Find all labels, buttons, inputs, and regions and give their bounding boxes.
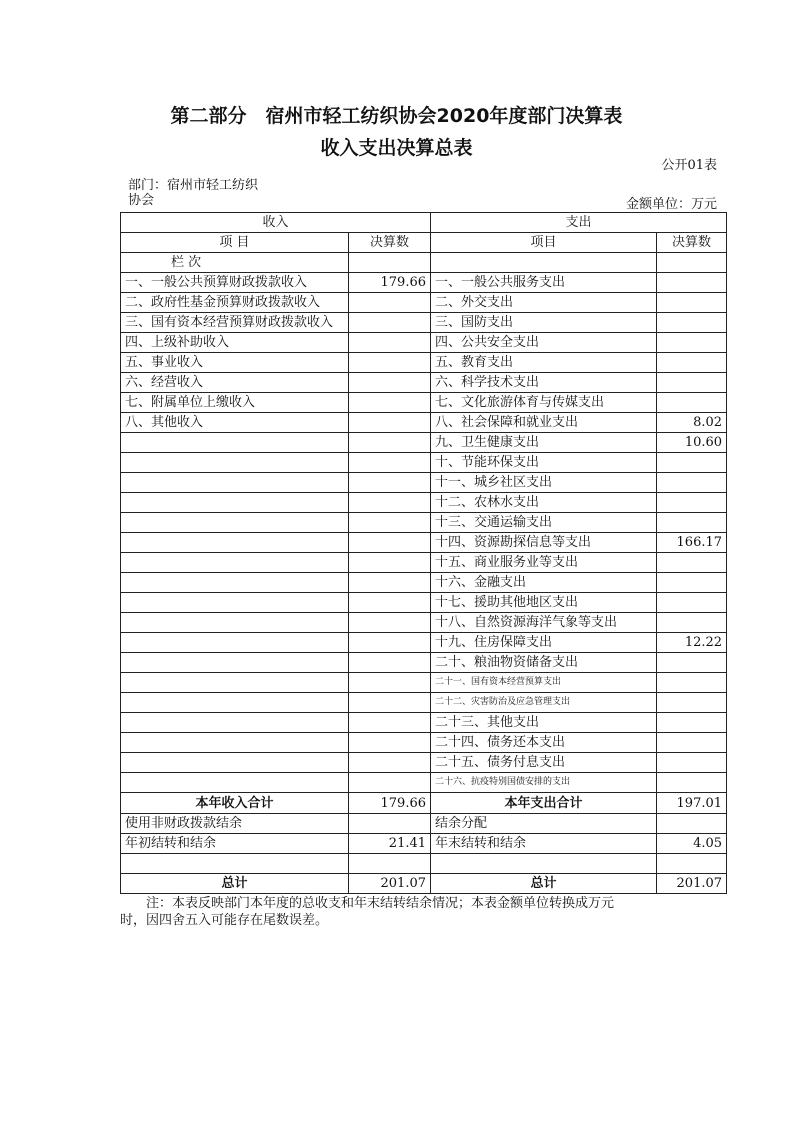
income-value bbox=[349, 433, 431, 453]
income-item-header: 项 目 bbox=[121, 233, 349, 253]
income-item bbox=[121, 753, 349, 773]
income-item bbox=[121, 773, 349, 793]
income-value: 179.66 bbox=[349, 273, 431, 293]
income-item bbox=[121, 453, 349, 473]
expense-item: 十六、金融支出 bbox=[431, 573, 657, 593]
table-row bbox=[121, 533, 727, 553]
expense-item: 十八、自然资源海洋气象等支出 bbox=[431, 613, 657, 633]
column-index-label: 栏 次 bbox=[121, 253, 349, 273]
income-item bbox=[121, 533, 349, 553]
income-item bbox=[121, 573, 349, 593]
expense-total-value: 197.01 bbox=[657, 793, 727, 814]
begin-balance-label: 年初结转和结余 bbox=[121, 834, 349, 854]
income-item: 三、国有资本经营预算财政拨款收入 bbox=[121, 313, 349, 333]
expense-value bbox=[657, 613, 727, 633]
expense-item: 二十二、灾害防治及应急管理支出 bbox=[431, 693, 657, 713]
table-row bbox=[121, 733, 727, 753]
expense-value bbox=[657, 473, 727, 493]
income-item bbox=[121, 733, 349, 753]
income-item bbox=[121, 513, 349, 533]
table-row bbox=[121, 773, 727, 793]
income-value bbox=[349, 593, 431, 613]
expense-item: 四、公共安全支出 bbox=[431, 333, 657, 353]
expense-item: 六、科学技术支出 bbox=[431, 373, 657, 393]
income-value bbox=[349, 473, 431, 493]
expense-item: 九、卫生健康支出 bbox=[431, 433, 657, 453]
income-item bbox=[121, 713, 349, 733]
table-row bbox=[121, 373, 727, 393]
table-row bbox=[121, 393, 727, 413]
table-row bbox=[121, 713, 727, 733]
income-value bbox=[349, 353, 431, 373]
expense-value bbox=[657, 333, 727, 353]
income-item: 二、政府性基金预算财政拨款收入 bbox=[121, 293, 349, 313]
expense-value bbox=[657, 593, 727, 613]
table-row bbox=[121, 453, 727, 473]
expense-item: 二十三、其他支出 bbox=[431, 713, 657, 733]
expense-total-label: 本年支出合计 bbox=[431, 793, 657, 814]
expense-value bbox=[657, 493, 727, 513]
table-row bbox=[121, 333, 727, 353]
table-row bbox=[121, 513, 727, 533]
expense-item: 七、文化旅游体育与传媒支出 bbox=[431, 393, 657, 413]
expense-value bbox=[657, 513, 727, 533]
expense-value: 12.22 bbox=[657, 633, 727, 653]
expense-item: 三、国防支出 bbox=[431, 313, 657, 333]
table-row bbox=[121, 273, 727, 293]
table-row bbox=[121, 473, 727, 493]
table-row bbox=[121, 573, 727, 593]
income-item: 一、一般公共预算财政拨款收入 bbox=[121, 273, 349, 293]
begin-balance-value: 21.41 bbox=[349, 834, 431, 854]
income-item bbox=[121, 473, 349, 493]
footnote bbox=[120, 895, 726, 929]
expense-value bbox=[657, 773, 727, 793]
income-value bbox=[349, 633, 431, 653]
income-value bbox=[349, 733, 431, 753]
expense-value bbox=[657, 353, 727, 373]
income-item: 六、经营收入 bbox=[121, 373, 349, 393]
table-row bbox=[121, 413, 727, 433]
income-value bbox=[349, 313, 431, 333]
expense-item: 十三、交通运输支出 bbox=[431, 513, 657, 533]
income-value bbox=[349, 673, 431, 693]
income-total-value: 179.66 bbox=[349, 793, 431, 814]
income-item bbox=[121, 693, 349, 713]
table-row bbox=[121, 653, 727, 673]
table-row bbox=[121, 613, 727, 633]
expense-value: 8.02 bbox=[657, 413, 727, 433]
expense-value bbox=[657, 453, 727, 473]
expense-value bbox=[657, 753, 727, 773]
expense-value bbox=[657, 713, 727, 733]
expense-value: 10.60 bbox=[657, 433, 727, 453]
expense-value bbox=[657, 313, 727, 333]
income-value bbox=[349, 573, 431, 593]
table-row bbox=[121, 353, 727, 373]
end-balance-value: 4.05 bbox=[657, 834, 727, 854]
table-row bbox=[121, 753, 727, 773]
non-fiscal-balance-label: 使用非财政拨款结余 bbox=[121, 814, 349, 834]
income-value bbox=[349, 373, 431, 393]
expense-item: 十四、资源勘探信息等支出 bbox=[431, 533, 657, 553]
expense-amount-header: 决算数 bbox=[657, 233, 727, 253]
income-item: 七、附属单位上缴收入 bbox=[121, 393, 349, 413]
income-total-label: 本年收入合计 bbox=[121, 793, 349, 814]
expense-item: 二十五、债务付息支出 bbox=[431, 753, 657, 773]
table-row bbox=[121, 673, 727, 693]
expense-item: 二、外交支出 bbox=[431, 293, 657, 313]
income-item bbox=[121, 553, 349, 573]
expense-item: 十七、援助其他地区支出 bbox=[431, 593, 657, 613]
grand-total-expense-label: 总计 bbox=[431, 874, 657, 894]
expense-item: 二十、粮油物资储备支出 bbox=[431, 653, 657, 673]
income-value bbox=[349, 393, 431, 413]
income-header: 收入 bbox=[121, 213, 431, 233]
income-item: 五、事业收入 bbox=[121, 353, 349, 373]
expense-item: 十五、商业服务业等支出 bbox=[431, 553, 657, 573]
income-value bbox=[349, 513, 431, 533]
income-value bbox=[349, 533, 431, 553]
expense-item: 五、教育支出 bbox=[431, 353, 657, 373]
income-amount-header: 决算数 bbox=[349, 233, 431, 253]
expense-item: 一、一般公共服务支出 bbox=[431, 273, 657, 293]
table-row bbox=[121, 313, 727, 333]
income-item bbox=[121, 493, 349, 513]
expense-value bbox=[657, 573, 727, 593]
expense-item: 八、社会保障和就业支出 bbox=[431, 413, 657, 433]
income-value bbox=[349, 553, 431, 573]
table-row bbox=[121, 693, 727, 713]
footnote-line-1: 注：本表反映部门本年度的总收支和年末结转结余情况；本表金额单位转换成万元 bbox=[146, 896, 615, 911]
expense-item-header: 项目 bbox=[431, 233, 657, 253]
table-row bbox=[121, 433, 727, 453]
expense-item: 十、节能环保支出 bbox=[431, 453, 657, 473]
income-item bbox=[121, 673, 349, 693]
table-row bbox=[121, 493, 727, 513]
expense-value bbox=[657, 393, 727, 413]
income-item bbox=[121, 633, 349, 653]
income-value bbox=[349, 713, 431, 733]
expense-item: 二十一、国有资本经营预算支出 bbox=[431, 673, 657, 693]
table-row bbox=[121, 633, 727, 653]
income-item bbox=[121, 593, 349, 613]
income-value bbox=[349, 773, 431, 793]
table-title: 收入支出决算总表 bbox=[320, 137, 473, 159]
footnote-line-2: 时，因四舍五入可能存在尾数误差。 bbox=[120, 913, 329, 928]
income-value bbox=[349, 753, 431, 773]
income-value bbox=[349, 333, 431, 353]
expense-value bbox=[657, 673, 727, 693]
income-value bbox=[349, 653, 431, 673]
income-value bbox=[349, 293, 431, 313]
expense-value bbox=[657, 553, 727, 573]
expense-value bbox=[657, 273, 727, 293]
expense-value bbox=[657, 733, 727, 753]
income-value bbox=[349, 453, 431, 473]
expense-item: 十二、农林水支出 bbox=[431, 493, 657, 513]
expense-item: 十九、住房保障支出 bbox=[431, 633, 657, 653]
table-row bbox=[121, 553, 727, 573]
expense-value bbox=[657, 653, 727, 673]
income-item: 八、其他收入 bbox=[121, 413, 349, 433]
expense-value bbox=[657, 373, 727, 393]
table-row bbox=[121, 293, 727, 313]
expense-header: 支出 bbox=[431, 213, 727, 233]
department-label: 部门：宿州市轻工纺织协会 bbox=[128, 178, 259, 208]
income-expense-table bbox=[120, 212, 727, 894]
end-balance-label: 年末结转和结余 bbox=[431, 834, 657, 854]
expense-item: 二十六、抗疫特别国债安排的支出 bbox=[431, 773, 657, 793]
income-item bbox=[121, 653, 349, 673]
balance-distribution-label: 结余分配 bbox=[431, 814, 657, 834]
expense-value: 166.17 bbox=[657, 533, 727, 553]
unit-label: 金额单位：万元 bbox=[625, 197, 717, 212]
grand-total-income-label: 总计 bbox=[121, 874, 349, 894]
income-item: 四、上级补助收入 bbox=[121, 333, 349, 353]
income-value bbox=[349, 613, 431, 633]
expense-item: 二十四、债务还本支出 bbox=[431, 733, 657, 753]
grand-total-expense-value: 201.07 bbox=[657, 874, 727, 894]
document-title: 第二部分 宿州市轻工纺织协会2020年度部门决算表 bbox=[170, 105, 623, 127]
income-value bbox=[349, 493, 431, 513]
expense-value bbox=[657, 693, 727, 713]
income-item bbox=[121, 613, 349, 633]
income-value bbox=[349, 413, 431, 433]
expense-item: 十一、城乡社区支出 bbox=[431, 473, 657, 493]
table-number: 公开01表 bbox=[661, 158, 717, 173]
expense-value bbox=[657, 293, 727, 313]
table-row bbox=[121, 593, 727, 613]
income-value bbox=[349, 693, 431, 713]
grand-total-income-value: 201.07 bbox=[349, 874, 431, 894]
income-item bbox=[121, 433, 349, 453]
